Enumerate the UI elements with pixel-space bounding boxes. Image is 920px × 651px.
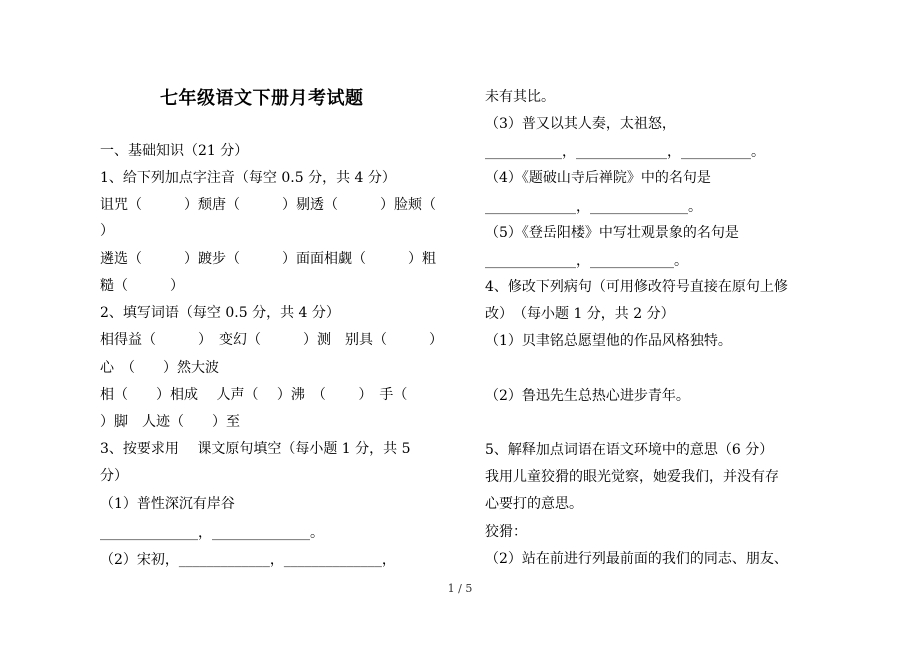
question-heading: 5、解释加点词语在语文环境中的意思（6 分） [485, 442, 774, 458]
question-heading: 4、修改下列病句（可用修改符号直接在原句上修 [485, 279, 788, 295]
text-line: ）脚 人迹（ ）至 [100, 414, 240, 430]
page-title: 七年级语文下册月考试题 [160, 88, 364, 109]
page-number: 1 / 5 [447, 582, 473, 595]
text-line: （4）《题破山寺后禅院》中的名句是 [485, 170, 711, 186]
question-heading: 1、给下列加点字注音（每空 0.5 分，共 4 分） [100, 170, 396, 186]
question-heading: 2、填写词语（每空 0.5 分，共 4 分） [100, 305, 340, 321]
text-line: 未有其比。 [485, 89, 555, 105]
fill-blank-line: （2）宋初，_____________，______________， [100, 552, 396, 568]
text-line: （3）普又以其人奏，太祖怒， [485, 116, 676, 132]
text-line: 遴选（ ）踱步（ ）面面相觑（ ）粗 [100, 251, 436, 267]
fill-blank-line: ___________，_____________，__________。 [485, 144, 765, 160]
text-line: 改） （每小题 1 分，共 2 分） [485, 306, 675, 322]
fill-blank-line: _____________，______________。 [485, 199, 702, 215]
text-line: （1）普性深沉有岸谷 [100, 496, 235, 512]
text-line: （2）站在前进行列最前面的我们的同志、朋友、 [485, 551, 788, 567]
text-line: 相得益（ ） 变幻（ ）测 别具（ ） [100, 332, 443, 348]
text-line: （1）贝聿铭总愿望他的作品风格独特。 [485, 333, 732, 349]
text-line: 相（ ）相成 人声（ ）沸 （ ） 手（ [100, 387, 408, 403]
text-line: 诅咒（ ）颓唐（ ）剔透（ ）脸颊（ [100, 197, 436, 213]
text-line: 分） [100, 468, 128, 484]
text-line: 心要打的意思。 [485, 496, 583, 512]
text-line: 心 （ ）然大波 [100, 360, 219, 376]
text-line: 我用儿童狡猾的眼光觉察，她爱我们，并没有存 [485, 469, 779, 485]
fill-blank-line: ______________，______________。 [100, 525, 324, 541]
text-line: 狡猾： [485, 524, 527, 540]
text-line: （5）《登岳阳楼》中写壮观景象的名句是 [485, 225, 739, 241]
fill-blank-line: _____________，____________。 [485, 253, 688, 269]
text-line: （2）鲁迅先生总热心进步青年。 [485, 388, 690, 404]
text-line: ） [100, 223, 114, 239]
question-heading: 3、按要求用 课文原句填空（每小题 1 分，共 5 [100, 441, 411, 457]
section-heading: 一、基础知识（21 分） [100, 143, 249, 159]
text-line: 糙（ ） [100, 278, 184, 294]
